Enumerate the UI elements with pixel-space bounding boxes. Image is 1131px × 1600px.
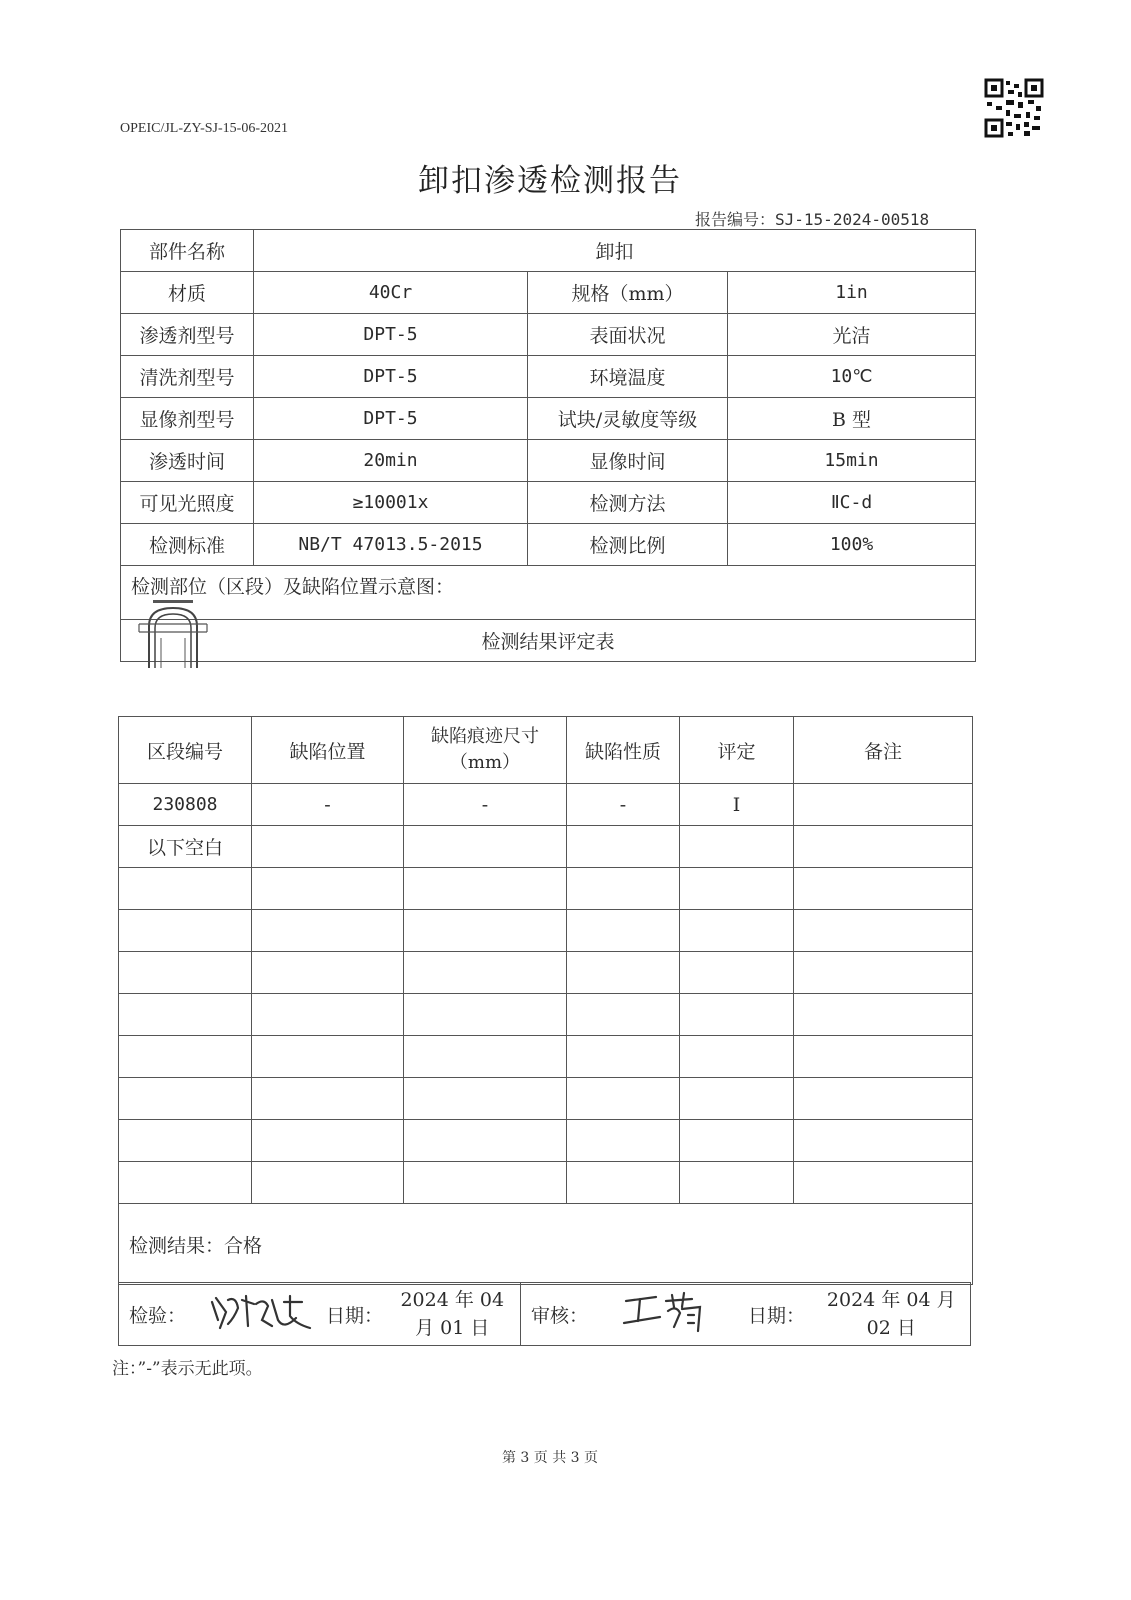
param-label: 表面状况 [528, 314, 728, 356]
param-value: 40Cr [254, 272, 528, 314]
param-value: 100% [728, 524, 976, 566]
param-value: 10℃ [728, 356, 976, 398]
param-label: 渗透时间 [121, 440, 254, 482]
part-name-row [121, 230, 976, 272]
inspector-signature [197, 1283, 325, 1346]
result-table-title: 检测结果评定表 [121, 620, 976, 662]
reviewer-date [813, 1283, 971, 1346]
reviewer-signature [599, 1283, 741, 1346]
remark-cell [794, 784, 973, 826]
param-value: 1in [728, 272, 976, 314]
report-number [695, 207, 929, 230]
reviewer-date-label: 日期： [741, 1283, 813, 1346]
param-value: 20min [254, 440, 528, 482]
param-label: 材质 [121, 272, 254, 314]
param-row [121, 440, 976, 482]
size-cell [404, 826, 567, 868]
header-zone: 区段编号 [119, 717, 252, 784]
sketch-cell [121, 566, 976, 620]
empty-row [119, 994, 973, 1036]
reviewer-label: 审核： [521, 1283, 599, 1346]
parameters-table [120, 229, 976, 662]
param-value: ≥10001x [254, 482, 528, 524]
header-grade: 评定 [680, 717, 794, 784]
grade-cell [680, 826, 794, 868]
nature-cell [567, 826, 680, 868]
empty-row [119, 952, 973, 994]
param-value: NB/T 47013.5-2015 [254, 524, 528, 566]
shackle-sketch-icon [135, 598, 215, 673]
size-cell: - [404, 784, 567, 826]
signature-table [118, 1282, 971, 1346]
header-size-line2: （mm） [449, 752, 521, 773]
inspector-signature-icon [206, 1290, 316, 1334]
page-footer: 第 3 页 共 3 页 [501, 1450, 599, 1466]
inspector-date [385, 1283, 521, 1346]
inspector-date-label: 日期： [325, 1283, 385, 1346]
sketch-row [121, 566, 976, 620]
empty-row [119, 1120, 973, 1162]
reviewer-signature-icon [620, 1287, 720, 1337]
reviewer-date-line1: 2024 年 04 月 [826, 1289, 956, 1311]
nature-cell: - [567, 784, 680, 826]
param-label: 可见光照度 [121, 482, 254, 524]
conclusion-cell [119, 1204, 973, 1285]
inspector-date-line2: 月 01 日 [415, 1317, 490, 1339]
inspector-label: 检验： [119, 1283, 197, 1346]
param-value: 光洁 [728, 314, 976, 356]
conclusion-row [119, 1204, 973, 1285]
position-cell [252, 826, 404, 868]
param-label: 渗透剂型号 [121, 314, 254, 356]
table-row [119, 784, 973, 826]
empty-row [119, 1036, 973, 1078]
param-label: 清洗剂型号 [121, 356, 254, 398]
param-value: 15min [728, 440, 976, 482]
empty-row [119, 868, 973, 910]
part-name-value: 卸扣 [254, 230, 976, 272]
remark-cell [794, 826, 973, 868]
header-position: 缺陷位置 [252, 717, 404, 784]
empty-row [119, 1162, 973, 1204]
report-number-label: 报告编号： [695, 210, 776, 229]
param-row [121, 356, 976, 398]
param-value: DPT-5 [254, 356, 528, 398]
result-table-title-row [121, 620, 976, 662]
header-nature: 缺陷性质 [567, 717, 680, 784]
grade-cell: Ⅰ [680, 784, 794, 826]
qr-code-icon [984, 78, 1044, 138]
reviewer-date-line2: 02 日 [866, 1317, 916, 1339]
param-value: DPT-5 [254, 314, 528, 356]
position-cell: - [252, 784, 404, 826]
document-code: OPEIC/JL-ZY-SJ-15-06-2021 [120, 121, 288, 136]
param-label: 规格（mm） [528, 272, 728, 314]
table-row [119, 826, 973, 868]
header-size-line1: 缺陷痕迹尺寸 [431, 726, 539, 747]
part-name-label: 部件名称 [121, 230, 254, 272]
param-row [121, 272, 976, 314]
param-value: B 型 [728, 398, 976, 440]
note: 注：”-”表示无此项。 [112, 1359, 263, 1379]
param-value: ⅡC-d [728, 482, 976, 524]
param-label: 环境温度 [528, 356, 728, 398]
header-size [404, 717, 567, 784]
empty-row [119, 1078, 973, 1120]
param-row [121, 482, 976, 524]
param-value: DPT-5 [254, 398, 528, 440]
param-label: 试块/灵敏度等级 [528, 398, 728, 440]
header-remark: 备注 [794, 717, 973, 784]
signature-row [119, 1283, 971, 1346]
zone-cell: 以下空白 [119, 826, 252, 868]
report-number-value: SJ-15-2024-00518 [775, 210, 930, 229]
param-label: 检测比例 [528, 524, 728, 566]
conclusion-label: 检测结果： [129, 1234, 225, 1257]
param-label: 显像时间 [528, 440, 728, 482]
result-table [118, 716, 973, 1285]
param-row [121, 314, 976, 356]
zone-cell: 230808 [119, 784, 252, 826]
param-label: 检测标准 [121, 524, 254, 566]
inspector-date-line1: 2024 年 04 [400, 1289, 505, 1311]
param-row [121, 398, 976, 440]
report-title: 卸扣渗透检测报告 [418, 163, 682, 199]
param-label: 检测方法 [528, 482, 728, 524]
result-header-row [119, 717, 973, 784]
param-label: 显像剂型号 [121, 398, 254, 440]
sketch-label: 检测部位（区段）及缺陷位置示意图： [131, 576, 455, 598]
param-row [121, 524, 976, 566]
conclusion-value: 合格 [224, 1234, 263, 1257]
empty-row [119, 910, 973, 952]
